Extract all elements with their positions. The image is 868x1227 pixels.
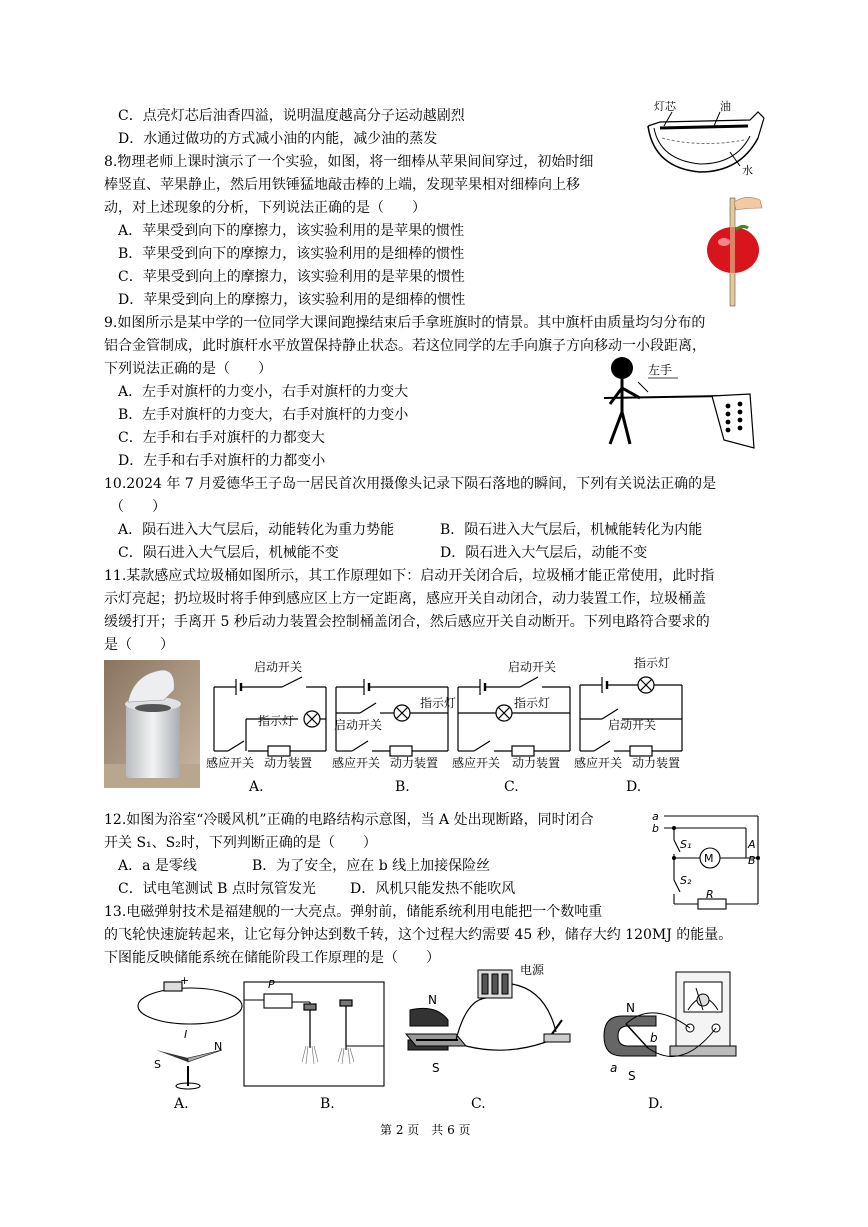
- q11-b-start-label: 启动开关: [334, 718, 383, 732]
- q11-b-sensor-label: 感应开关: [332, 756, 381, 770]
- q11-d-start-label: 启动开关: [608, 718, 657, 732]
- q13-choice-d: D.: [648, 1096, 664, 1112]
- q9-stem-2: 铝合金管制成，此时旗杆水平放置保持静止状态。若这位同学的左手向旗子方向移动一小段距离，: [104, 338, 706, 354]
- q12-circuit-figure: [650, 808, 770, 914]
- q13c-s: S: [432, 1061, 440, 1075]
- q11-a-lamp-label: 指示灯: [258, 714, 295, 728]
- q13-stem-3: 下图能反映储能系统在储能阶段工作原理的是（ ）: [104, 950, 440, 966]
- q13-choice-c: C.: [471, 1096, 486, 1112]
- q11-choice-b: B.: [395, 779, 410, 795]
- q9-flag-figure: [600, 354, 760, 450]
- q12-label-b: b: [652, 822, 659, 835]
- q8-apple-figure: [700, 190, 770, 308]
- q13-stem-1: 13.电磁弹射技术是福建舰的一大亮点。弹射前，储能系统利用电能把一个数吨重: [104, 904, 603, 920]
- q7-option-c: C．点亮灯芯后油香四溢，说明温度越高分子运动越剧烈: [118, 108, 465, 124]
- q11-circuit-options: [206, 655, 726, 775]
- q8-stem-2: 棒竖直、苹果静止，然后用铁锤猛地敲击棒的上端，发现苹果相对细棒向上移: [104, 177, 580, 193]
- page-footer: 第 2 页 共 6 页: [380, 1123, 471, 1137]
- q8-option-b: B．苹果受到向下的摩擦力，该实验利用的是细棒的惯性: [118, 246, 465, 262]
- q12-stem-2: 开关 S₁、S₂时，下列判断正确的是（ ）: [104, 835, 377, 851]
- q7-option-d: D．水通过做功的方式减小油的内能，减少油的蒸发: [118, 131, 438, 147]
- q12-label-m: M: [704, 852, 714, 865]
- q7-label-water: 水: [742, 164, 753, 177]
- q11-d-lamp-label: 指示灯: [634, 656, 671, 670]
- q12-label-s2: S₂: [680, 874, 692, 887]
- q11-c-sensor-label: 感应开关: [452, 756, 501, 770]
- q9-option-c: C．左手和右手对旗杆的力都变大: [118, 430, 325, 446]
- q13c-n: N: [428, 993, 437, 1007]
- q10-option-c: C．陨石进入大气层后，机械能不变: [118, 545, 339, 561]
- q8-stem-1: 8.物理老师上课时演示了一个实验，如图，将一细棒从苹果间间穿过，初始时细: [104, 154, 594, 170]
- q13-figure-a: [130, 976, 250, 1094]
- q13-figure-b: [240, 976, 390, 1094]
- q13a-n: N: [214, 1040, 223, 1053]
- q11-c-start-label: 启动开关: [508, 660, 557, 674]
- q8-option-a: A．苹果受到向下的摩擦力，该实验利用的是苹果的惯性: [118, 223, 465, 239]
- q12-label-r: R: [706, 888, 714, 901]
- q11-choice-d: D.: [626, 779, 642, 795]
- q11-trash-can-photo: [104, 660, 200, 788]
- q13c-power: 电源: [520, 963, 545, 977]
- q11-a-start-label: 启动开关: [254, 660, 303, 674]
- q10-option-b: B．陨石进入大气层后，机械能转化为内能: [440, 522, 703, 538]
- q13d-a: a: [610, 1061, 618, 1075]
- q10-option-d: D．陨石进入大气层后，动能不变: [440, 545, 648, 561]
- q7-oil-lamp-figure: [640, 98, 770, 180]
- q11-stem-2: 示灯亮起；扔垃圾时将手伸到感应区上方一定距离，感应开关自动闭合，动力装置工作，垃圾桶盖: [104, 591, 706, 607]
- q12-option-a: A．a 是零线: [118, 858, 197, 874]
- q8-option-d: D．苹果受到向上的摩擦力，该实验利用的是细棒的惯性: [118, 292, 466, 308]
- q9-option-b: B．左手对旗杆的力变大，右手对旗杆的力变小: [118, 407, 409, 423]
- q9-option-a: A．左手对旗杆的力变小，右手对旗杆的力变大: [118, 384, 409, 400]
- q8-stem-3: 动，对上述现象的分析，下列说法正确的是（ ）: [104, 200, 426, 216]
- q9-option-d: D．左手和右手对旗杆的力都变小: [118, 453, 326, 469]
- q13a-s: S: [154, 1058, 161, 1071]
- q12-option-d: D．风机只能发热不能吹风: [350, 881, 516, 897]
- q11-a-motor-label: 动力装置: [264, 756, 313, 770]
- q12-option-c: C．试电笔测试 B 点时氖管发光: [118, 881, 316, 897]
- q9-stem-3: 下列说法正确的是（ ）: [104, 361, 272, 377]
- q13-figure-c: [396, 960, 576, 1090]
- q11-c-lamp-label: 指示灯: [514, 696, 551, 710]
- q11-b-motor-label: 动力装置: [390, 756, 439, 770]
- q11-choice-a: A.: [249, 779, 264, 795]
- q10-option-a: A．陨石进入大气层后，动能转化为重力势能: [118, 522, 395, 538]
- q11-a-sensor-label: 感应开关: [206, 756, 255, 770]
- q11-stem-4: 是（ ）: [104, 637, 174, 653]
- q13d-s: S: [628, 1069, 636, 1083]
- q13a-current: I: [184, 1028, 188, 1041]
- q11-d-sensor-label: 感应开关: [574, 756, 623, 770]
- q13-choice-a: A.: [174, 1096, 189, 1112]
- q12-option-b: B．为了安全，应在 b 线上加接保险丝: [252, 858, 491, 874]
- q13d-b: b: [650, 1031, 658, 1045]
- q11-b-lamp-label: 指示灯: [420, 696, 457, 710]
- q13a-plus: +: [180, 976, 190, 987]
- q9-left-hand-label: 左手: [648, 363, 673, 377]
- q8-option-c: C．苹果受到向上的摩擦力，该实验利用的是苹果的惯性: [118, 269, 465, 285]
- q12-label-point-b: B: [748, 854, 756, 867]
- q13b-p: P: [268, 978, 275, 991]
- q9-stem-1: 9.如图所示是某中学的一位同学大课间跑操结束后手拿班旗时的情景。其中旗杆由质量均匀分布的: [104, 315, 706, 331]
- q12-label-point-a: A: [748, 838, 756, 851]
- q12-stem-1: 12.如图为浴室“冷暖风机”正确的电路结构示意图，当 A 处出现断路，同时闭合: [104, 812, 594, 828]
- q11-circuit-d: [580, 677, 682, 756]
- q10-stem-2: （ ）: [110, 499, 166, 515]
- q11-circuit-c: [458, 677, 570, 756]
- q13-stem-2: 的飞轮快速旋转起来，让它每分钟达到数千转，这个过程大约需要 45 秒，储存大约 120MJ 的能量。: [104, 927, 733, 943]
- q13-figure-d: [592, 960, 742, 1090]
- q11-c-motor-label: 动力装置: [512, 756, 561, 770]
- q11-stem-1: 11.某款感应式垃圾桶如图所示，其工作原理如下：启动开关闭合后，垃圾桶才能正常使用，此时指: [104, 568, 715, 584]
- q12-label-s1: S₁: [680, 838, 692, 851]
- q7-label-wick: 灯芯: [654, 100, 676, 113]
- q13-choice-b: B.: [320, 1096, 335, 1112]
- q12-label-a: a: [652, 810, 659, 823]
- q10-stem-1: 10.2024 年 7 月爱德华王子岛一居民首次用摄像头记录下陨石落地的瞬间，下列有关说法正确的是: [104, 476, 717, 492]
- q13d-n: N: [626, 1001, 635, 1015]
- q11-stem-3: 缓缓打开；手离开 5 秒后动力装置会控制桶盖闭合，然后感应开关自动断开。下列电路符合要求的: [104, 614, 710, 630]
- q11-d-motor-label: 动力装置: [632, 756, 681, 770]
- q7-label-oil: 油: [720, 100, 731, 113]
- q11-choice-c: C.: [504, 779, 519, 795]
